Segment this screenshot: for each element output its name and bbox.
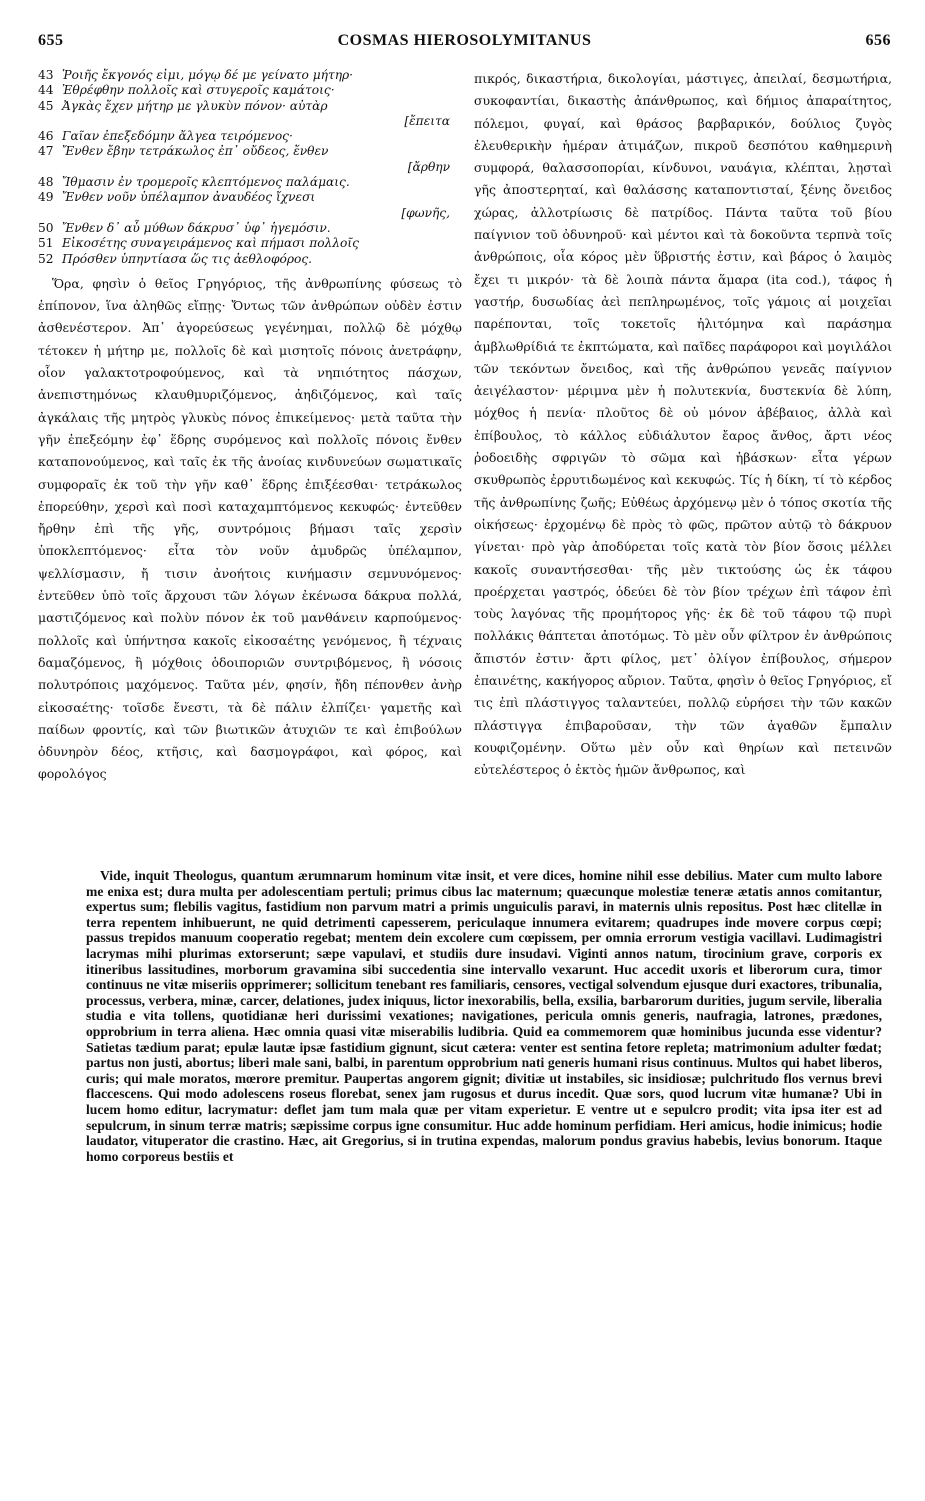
verse-block: [38, 68, 462, 267]
verse-line: 44 Ἐθρέφθην πολλοῖς καὶ στυγεροῖς καμάτοις·: [38, 83, 335, 98]
verse-line: 47 Ἔνθεν ἔβην τετράκωλος ἐπ᾽ οὔδεος, ἔνθεν: [38, 144, 329, 159]
left-column: [38, 68, 462, 786]
right-column: [474, 68, 892, 782]
page-number-right: 656: [865, 32, 891, 49]
running-title: COSMAS HIEROSOLYMITANUS: [337, 32, 592, 49]
verse-line: 46 Γαῖαν ἐπεξεδόμην ἄλγεα τειρόμενος·: [38, 129, 293, 144]
greek-commentary-right: πικρός, δικαστήρια, δικολογίαι, μάστιγες, ἀπειλαί, δεσμωτήρια, συκοφαντίαι, δικαστὴς ἀπάνθρωπος, καὶ δήμιος ἀπαραίτητος, πόλεμοι, φυγαί, καὶ θράσος βαρβαρικόν, δούλιος ζυγὸς ἐλευθερικὴν ἡμέραν ἀτιμάζων, πικροῦ δεσπότου καθημερινὴ συμφορά, θαλασσοπορίαι, κίνδυνοι, ναυάγια, κλέπται, λῃσταὶ γῆς ἀποστερηταί, καὶ θαλάσσης καταποντισταί, ξένης ὄνειδος χώρας, ἀλλοτρίωσις δὲ πατρίδος. Πάντα ταῦτα τοῦ βίου παίγνιον τοῦ ὀδυνηροῦ· καὶ μέντοι καὶ τὰ δοκοῦντα τερπνὰ τοῖς ἀνθρώποις, οἷα κόρος μὲν ὕβριστής ἐστιν, καὶ βάρος ὁ λαιμὸς ἔχει τι μικρόν· τὰ δὲ λοιπὰ πάντα ἅμαρα (ita cod.), τάφος ἡ γαστήρ, δυσωδίας ἀεὶ πεπληρωμένος, τοῖς γάμοις αἱ μοιχεῖαι παρέπονται, τοῖς τοκετοῖς ἠλιτόμηνα καὶ παράσημα ἀμβλωθρίδιά τε ἐκπτώματα, καὶ παῖδες παράφοροι καὶ μογιλάλοι τῶν τεκόντων ὄνειδος, καὶ τῆς ἀνθρώπου γενεᾶς παίγνιον ἀειγέλαστον· μέριμνα μὲν ἡ πολυτεκνία, δυστεκνία δὲ λύπη, μόχθος ἡ πενία· πλοῦτος δὲ οὐ μόνον ἀβέβαιος, ἀλλὰ καὶ ἐπίβουλος, τὸ κάλλος εὐδιάλυτον ἔαρος ἄνθος, ἄρτι νέος ῥοδοειδὴς σφριγῶν τὸ σῶμα καὶ ἡβάσκων· εἶτα γέρων σκυθρωπὸς ἐρρυτιδωμένος καὶ κεκυφώς. Τίς ἡ δίκη, τί τὸ κέρδος τῆς ἀνθρωπίνης ζωῆς; Εὐθέως ἀρχόμενῳ μὲν ὁ τόπος σκοτία τῆς οἰκήσεως· ἐρχομένῳ δὲ πρὸς τὸ φῶς, πρῶτον αὐτῷ τὸ δάκρυον γίνεται· πρὸ γὰρ ἀποδύρεται τοῖς κατὰ τὸν βίον ὅσοις μέλλει κακοῖς συναντήσεσθαι· τῆς μὲν τικτούσης ὡς ἐκ τάφου προέρχεται γαστρός, ὁδεύει δὲ τὸν βίον τρέχων ἐπὶ τάφον ἐπὶ τοὺς λαγόνας τῆς προμήτορος γῆς· ἐκ δὲ τοῦ τάφου τῷ πυρὶ πολλάκις θάπτεται ἀποτόμως. Τὸ μὲν οὖν φίλτρον ἐν ἀνθρώποις ἄπιστόν ἐστιν· ἄρτι φίλος, μετ᾽ ὀλίγον ἐπίβουλος, σήμερον ἐπαινέτης, κακήγορος αὔριον. Ταῦτα, φησὶν ὁ θεῖος Γρηγόριος, εἴ τις ἐπὶ πλάστιγγος ταλαντεύει, πολλῷ εὑρήσει τὴν τῶν κακῶν πλάστιγγα ἐπιβαροῦσαν, τὴν τῶν ἀγαθῶν ἔμπαλιν κουφιζομένην. Οὕτω μὲν οὖν καὶ θηρίων καὶ πετεινῶν εὐτελέστερος ὁ ἐκτὸς ἡμῶν ἄνθρωπος, καὶ: [474, 71, 892, 778]
verse-continuation: [ἄρθην: [407, 159, 450, 174]
verse-line: 45 Ἀγκὰς ἔχεν μήτηρ με γλυκὺν πόνον· αὐτὰρ: [38, 98, 328, 113]
verse-line: 52 Πρόσθεν ὑπηντίασα ὥς τις ἀεθλοφόρος.: [38, 251, 313, 266]
verse-line: 50 Ἔνθεν δ᾽ αὖ μύθων δάκρυσ᾽ ὑφ᾽ ἡγεμόσιν.: [38, 220, 331, 235]
page-header: [38, 32, 891, 56]
greek-paragraph: Ὅρα, φησὶν ὁ θεῖος Γρηγόριος, τῆς ἀνθρωπίνης φύσεως τὸ ἐπίπονον, ἵνα ἀληθῶς εἴπῃς· Ὄντως τῶν ἀνθρώπων οὐδὲν ἐστιν ἀσθενέστερον. Ἀπ᾽ ἀγορεύσεως γεγένημαι, πολλῷ δὲ μόχθῳ τέτοκεν ἡ μήτηρ με, πολλοῖς δὲ καὶ μισητοῖς πόνοις ἀνετράφην, οἷον γαλακτοτροφούμενος, καὶ τὰ νηπιότητος πάσχων, ἀνεπιστημόνως κλαυθμυριζόμενος, ἀηδιζόμενος, καὶ ταῖς ἀγκάλαις τῆς μητρὸς γλυκὺς πόνος ἐπικείμενος· μετὰ ταῦτα τὴν γῆν ἐπεξεόμην ἐφ᾽ ἕδρης συρόμενος καὶ πολλοῖς πόνοις ἔνθεν καταπονούμενος, καὶ ταῖς ἐκ τῆς ἀνοίας κινδυνεύων σωματικαῖς συμφοραῖς ἐκ τοῦ τὴν γῆν καθ᾽ ἕδρης ἐπιξέεσθαι· τετράκωλος ἐπορεύθην, χερσὶ καὶ ποσὶ καταχαμπτόμενος κεκυφώς· ἐντεῦθεν ἤρθην ἐπὶ τῆς γῆς, συντρόμοις βήμασι ταῖς χερσὶν ὑποκλεπτόμενος· εἶτα τὸν νοῦν ἀμυδρῶς ὑπέλαμπον, ψελλίσμασιν, ἤ τισιν ἀνοήτοις κινήμασιν σεμνυνόμενος· ἐντεῦθεν ὑπὸ τοῖς ἄρχουσι τῶν λόγων ἐκένωσα δάκρυα πολλά, μαστιζόμενος καὶ πολὺν πόνον ἐκ τοῦ μανθάνειν καρπούμενος· πολλοῖς καὶ ὑπήντησα κακοῖς εἰκοσαέτης γενόμενος, ἢ τέχναις δαμαζόμενος, ἢ μόχθοις ὁδοιποριῶν συντριβόμενος, ἢ νόσοις πολυτρόποις μαχόμενος. Ταῦτα μέν, φησίν, ἤδη πέπονθεν ἀνὴρ εἰκοσαέτης· τοῖσδε ἔνεστι, τὰ δὲ πάλιν ἐλπίζει· γαμετῆς καὶ παίδων φροντίς, καὶ τῶν βιωτικῶν ἀτυχιῶν τε καὶ ἐπιβούλων ὀδυνηρὸν δέος, κτῆσις, καὶ δασμογράφοι, καὶ φόρος, καὶ φορολόγος: [38, 275, 462, 782]
verse-continuation: [φωνῆς,: [401, 205, 450, 220]
verse-line: 48 Ἴθμασιν ἐν τρομεροῖς κλεπτόμενος παλάμαις.: [38, 175, 350, 190]
verse-line: 49 Ἔνθεν νοῦν ὑπέλαμπον ἀναυδέος ἴχνεσι: [38, 190, 316, 205]
greek-commentary-left: [38, 273, 462, 786]
latin-translation: [86, 868, 882, 1164]
page-number-left: 655: [38, 32, 64, 49]
verse-line: 51 Εἰκοσέτης συναγειράμενος καὶ πήμασι πολλοῖς: [38, 236, 359, 251]
verse-continuation: [ἔπειτα: [404, 113, 450, 128]
verse-line: 43 Ῥοιῆς ἔκγονός εἰμι, μόγῳ δέ με γείνατο μήτηρ·: [38, 68, 354, 82]
latin-paragraph: Vide, inquit Theologus, quantum ærumnarum hominum vitæ insit, et vere dices, homine nihil esse debilius. Mater cum multo labore me enixa est; dura multa per adolescentiam pertuli; primus cibus lac maternum; quæcunque molestiæ teneræ ætatis annos comitantur, expertus sum; flebilis vagitus, fastidium non parvum matri a primis unguiculis paravi, in maternis ulnis repositus. Post hæc clitellæ in terra repentem inhibuerunt, ne quid detrimenti capesserem, periculaque innumera evitarem; quadrupes inde movere corpus cœpi; passus trepidos manuum cooperatio regebat; mentem dein excolere cum cœpissem, per omnia errorum vestigia vacillavi. Ludimagistri lacrymas mihi plurimas extorserunt; sæpe vapulavi, et studiis dure insudavi. Viginti annos natum, tirocinium grave, corporis ex itineribus lassitudines, morborum gravamina sibi succedentia sine intervallo vexarunt. Huc accedit uxoris et liberorum cura, timor continuus ne vitæ miseriis opprimerer; sollicitum tenebant res familiaris, censores, vectigal solvendum ejusque duri exactores, tribunalia, processus, verbera, minæ, carcer, delationes, judex iniquus, lictor inexorabilis, bella, exsilia, barbarorum durities, jugum servile, liberalia studia e vita tollens, quotidianæ heri durissimi vexationes; navigationes, pericula omnis generis, naufragia, latrones, prædones, opprobrium in terra aliena. Hæc omnia quasi vitæ miserabilis ludibria. Quid ea commemorem quæ hominibus jucunda esse videntur? Satietas tædium parat; epulæ lautæ ipsæ fastidium gignunt, sicut cætera: venter est sentina fetore repleta; matrimonium adulter fœdat; partus non justi, abortus; liberi male sani, balbi, in parentum opprobrium nati generis humani risus continuus. Multos qui habet liberos, curis; qui male moratos, mœrore premitur. Paupertas angorem gignit; divitiæ ut instabiles, sic insidiosæ; pulchritudo flos vernus brevi flaccescens. Qui modo adolescens roseus florebat, senex jam rugosus et durus incedit. Quæ sors, quod lucrum vitæ humanæ? Ubi in lucem homo editur, lacrymatur: deflet jam tum mala quæ per vitam experietur. E ventre ut e sepulcro prodit; vita ipsa iter est ad sepulcrum, in sinum terræ matris; sæpissime corpus igne consumitur. Huc adde hominum perfidiam. Heri amicus, hodie inimicus; hodie laudator, vituperator die crastino. Hæc, ait Gregorius, si in trutina expendas, malorum pondus gravius habebis, levius bonorum. Itaque homo corporeus bestiis et: [86, 868, 882, 1164]
